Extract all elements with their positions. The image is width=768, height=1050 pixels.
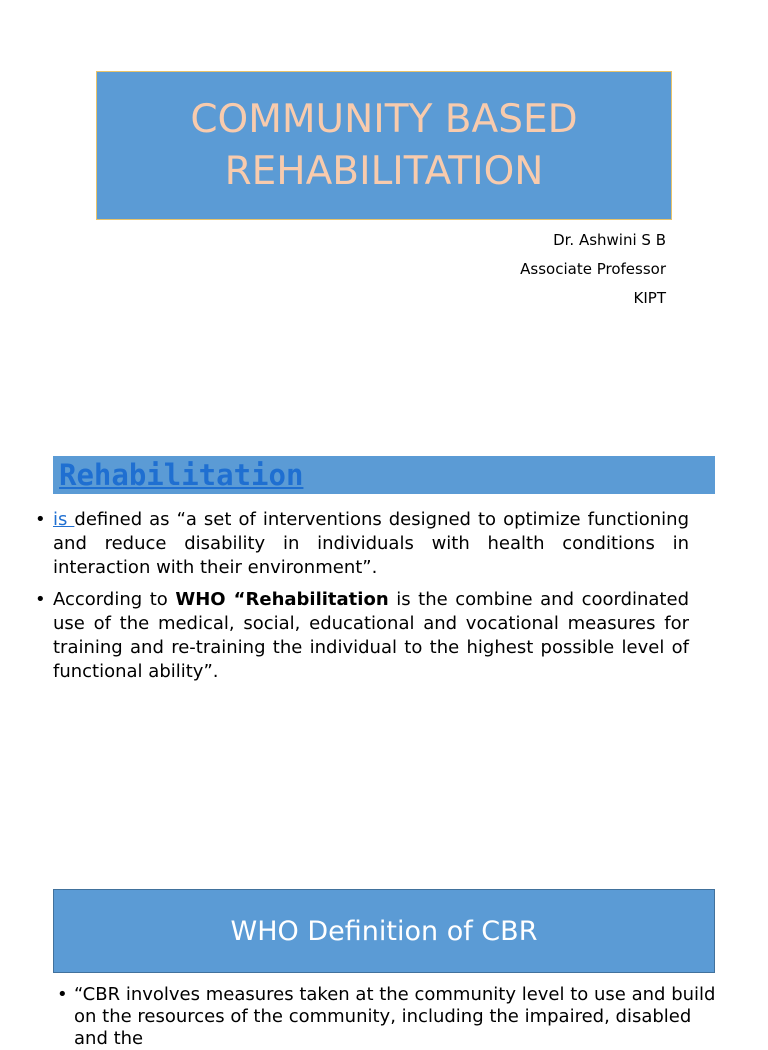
is-link[interactable]: is: [53, 509, 75, 530]
who-heading-text: WHO Definition of CBR: [230, 915, 538, 947]
bullet-dot-icon: •: [35, 509, 46, 530]
bullet-item: [35, 588, 689, 684]
bullet-item: [35, 508, 689, 580]
author-org: KIPT: [633, 289, 666, 307]
slide-title: [0, 0, 768, 400]
slide-who-definition: [0, 870, 768, 1049]
author-name: Dr. Ashwini S B: [553, 231, 666, 249]
section-heading-text[interactable]: Rehabilitation: [59, 458, 304, 492]
bullet-dot-icon: •: [57, 984, 68, 1005]
bullet-text: defined as “a set of interventions designed to optimize functioning and reduce disability in individuals with health conditions in interaction with their environment”.: [53, 509, 689, 578]
presentation-title: COMMUNITY BASED REHABILITATION: [190, 96, 578, 194]
who-bullet-text: “CBR involves measures taken at the community level to use and build on the resources of the community, including the impaired, disabled and the: [74, 984, 716, 1049]
bullet-dot-icon: •: [35, 589, 46, 610]
bullet-text: is the combine and coordinated use of the medical, social, educational and vocational measures for training and re-training the individual to the highest possible level of functional ability”.: [53, 589, 689, 682]
author-role: Associate Professor: [520, 260, 666, 278]
bullet-list: [35, 508, 689, 692]
title-box: [96, 71, 672, 220]
who-bullet-item: [57, 984, 729, 1050]
who-heading-box: [53, 889, 715, 973]
bullet-text-bold: WHO “Rehabilitation: [175, 589, 389, 610]
bullet-text-pre: According to: [53, 589, 176, 610]
slide-rehabilitation: [0, 430, 768, 850]
section-heading: [53, 456, 715, 494]
